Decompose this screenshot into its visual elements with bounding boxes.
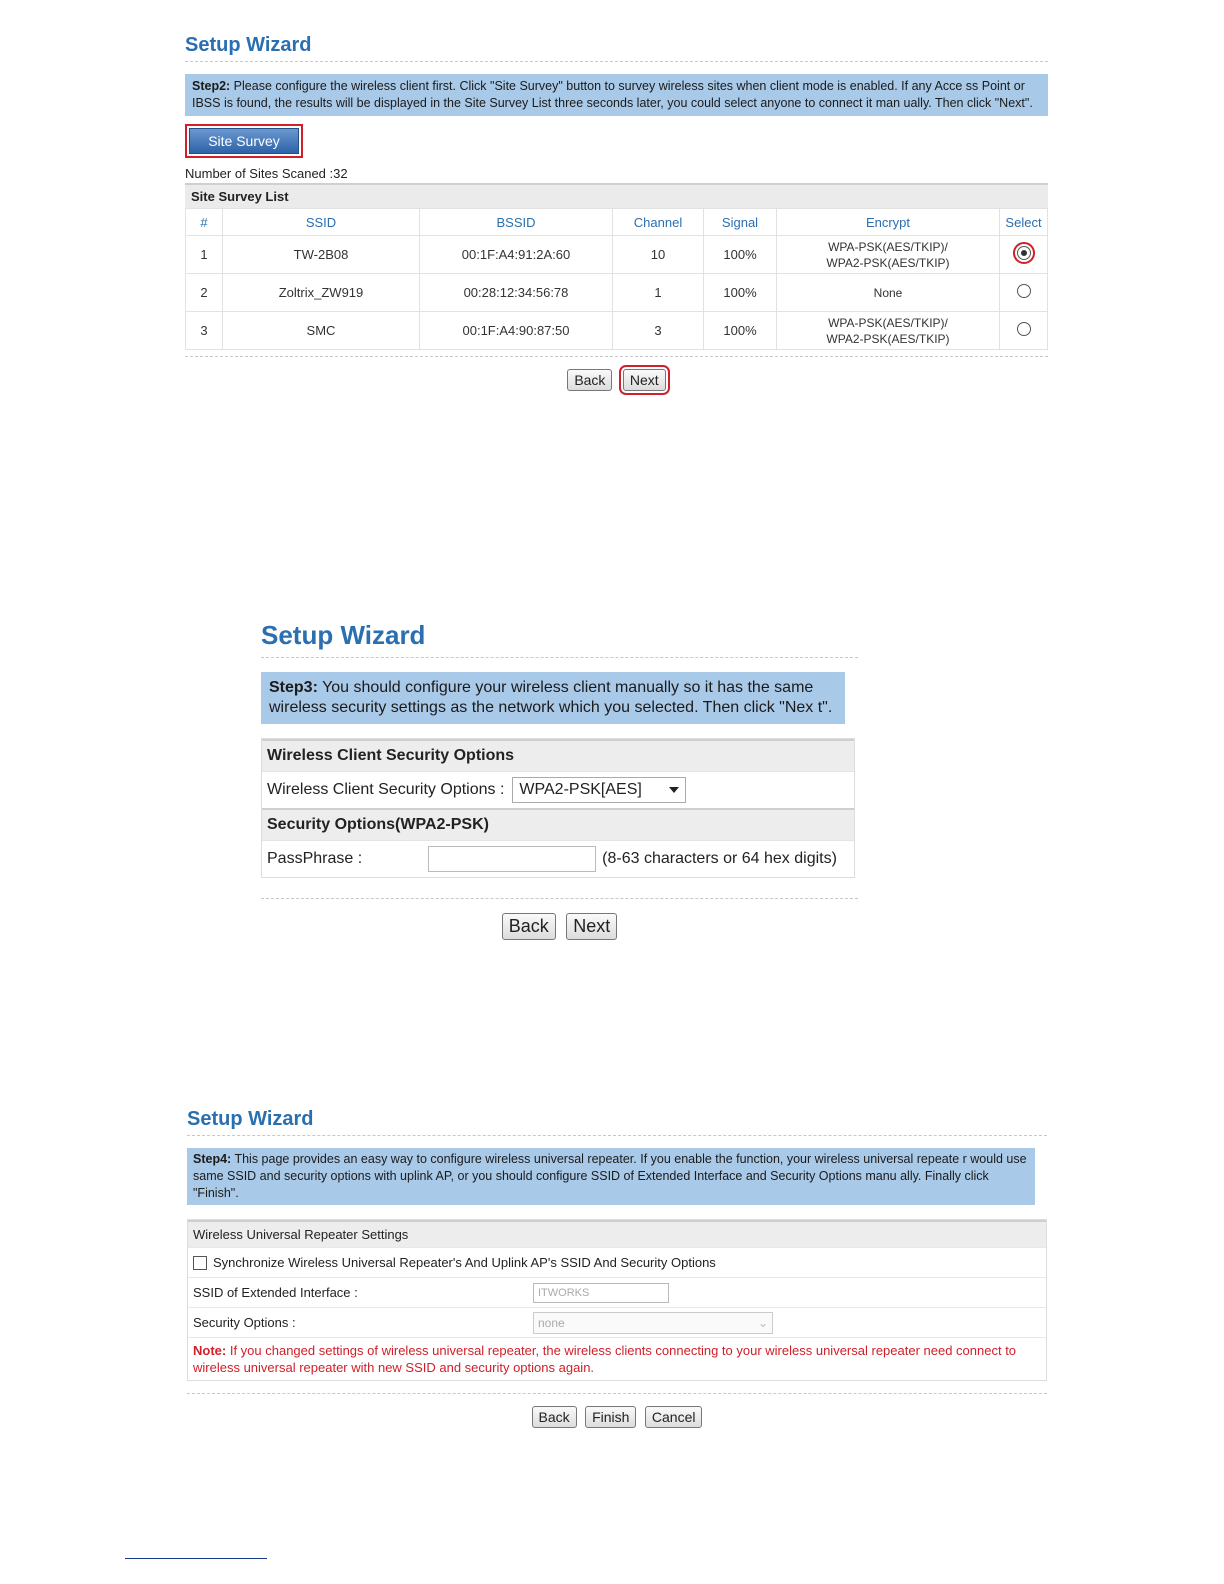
button-row [185,369,1048,391]
back-button[interactable]: Back [567,369,612,391]
row-ssid: TW-2B08 [223,236,420,274]
page-title: Setup Wizard [187,1108,1047,1136]
col-signal: Signal [704,209,777,236]
row-select [1000,236,1048,274]
back-button[interactable]: Back [532,1406,577,1428]
row-ssid: Zoltrix_ZW919 [223,274,420,312]
site-survey-list-title: Site Survey List [185,183,1048,208]
col-encrypt: Encrypt [777,209,1000,236]
encrypt-line: WPA2-PSK(AES/TKIP) [826,255,950,270]
note-label: Note: [193,1343,227,1358]
encrypt-line: None [873,285,903,300]
chevron-down-icon: ⌄ [757,1315,768,1330]
section-title: Wireless Universal Repeater Settings [188,1220,1046,1247]
page-title: Setup Wizard [185,34,1048,62]
dropdown-arrow-icon [669,787,679,793]
cancel-button[interactable]: Cancel [645,1406,703,1428]
footnote-rule [125,1558,267,1559]
col-ssid: SSID [223,209,420,236]
select-radio[interactable] [1017,322,1031,336]
row-channel: 3 [613,312,704,350]
row-signal: 100% [704,274,777,312]
security-select-value: WPA2-PSK[AES] [519,781,642,798]
row-bssid: 00:1F:A4:91:2A:60 [420,236,613,274]
note-body: If you changed settings of wireless universal repeater, the wireless clients connecting to your wireless universal repeater need connect to wireless universal repeater with new SSID and security options again. [193,1343,1017,1375]
finish-button[interactable]: Finish [585,1406,636,1428]
row-signal: 100% [704,236,777,274]
row-channel: 10 [613,236,704,274]
row-encrypt [777,274,1000,312]
col-number: # [186,209,223,236]
passphrase-hint: (8-63 characters or 64 hex digits) [602,850,837,867]
row-number: 1 [186,236,223,274]
select-radio[interactable] [1017,284,1031,298]
sync-row [188,1247,1046,1277]
next-button[interactable]: Next [566,913,617,940]
security-options-section [261,738,855,878]
site-survey-table [185,208,1048,350]
step-text: Please configure the wireless client first. Click "Site Survey" button to survey wireless sites when client mode is enabled. If any Acce ss Point or IBSS is found, the results will be displayed in the Site Survey List three seconds later, you could select anyone to connect it man ually. Then click "Next". [192,79,1033,110]
site-survey-button[interactable]: Site Survey [189,128,299,154]
row-encrypt [777,236,1000,274]
row-select [1000,274,1048,312]
passphrase-row [262,840,854,877]
step3-panel [261,620,858,940]
ssid-input[interactable]: ITWORKS [533,1283,669,1303]
page-title: Setup Wizard [261,620,858,658]
table-row [186,236,1048,274]
step4-instructions [187,1148,1035,1205]
row-number: 3 [186,312,223,350]
next-button[interactable]: Next [623,369,666,391]
sync-checkbox[interactable] [193,1256,207,1270]
col-select: Select [1000,209,1048,236]
col-channel: Channel [613,209,704,236]
security-label: Security Options : [193,1315,296,1330]
back-button[interactable]: Back [502,913,556,940]
security-row [188,1307,1046,1337]
row-ssid: SMC [223,312,420,350]
sync-label: Synchronize Wireless Universal Repeater's And Uplink AP's SSID And Security Options [213,1255,716,1270]
encrypt-line: WPA-PSK(AES/TKIP)/ [828,239,948,254]
step-label: Step3: [269,679,318,696]
table-row [186,312,1048,350]
col-bssid: BSSID [420,209,613,236]
button-row [187,1406,1047,1428]
button-row [261,913,858,940]
row-signal: 100% [704,312,777,350]
step-label: Step2: [192,79,231,93]
encrypt-line: WPA-PSK(AES/TKIP)/ [828,315,948,330]
section-title: Security Options(WPA2-PSK) [262,808,854,840]
sites-scanned-count: Number of Sites Scaned :32 [185,166,348,181]
divider [261,898,858,899]
row-bssid: 00:1F:A4:90:87:50 [420,312,613,350]
row-number: 2 [186,274,223,312]
encrypt-line: WPA2-PSK(AES/TKIP) [826,331,950,346]
security-label: Wireless Client Security Options : [267,781,505,798]
divider [187,1393,1047,1394]
security-select[interactable] [512,777,686,803]
step-text: You should configure your wireless client manually so it has the same wireless security settings as the network which you selected. Then click "Nex t". [269,679,833,716]
row-encrypt [777,312,1000,350]
row-select [1000,312,1048,350]
step2-instructions [185,74,1048,116]
divider [185,356,1048,357]
step3-instructions [261,672,845,724]
passphrase-label: PassPhrase : [267,850,363,867]
security-select[interactable] [533,1312,773,1334]
step-text: This page provides an easy way to configure wireless universal repeater. If you enable the function, your wireless universal repeate r would use same SSID and security options with uplink AP, or you should configure SSID of Extended Interface and Security Options manu ally. Finally click "Finish". [193,1152,1027,1200]
section-title: Wireless Client Security Options [262,739,854,771]
repeater-settings-section [187,1219,1047,1381]
row-bssid: 00:28:12:34:56:78 [420,274,613,312]
security-row [262,771,854,808]
step-label: Step4: [193,1152,232,1166]
table-row [186,274,1048,312]
note-text [188,1337,1046,1380]
step2-panel [185,34,1048,391]
ssid-label: SSID of Extended Interface : [193,1285,358,1300]
step4-panel [187,1108,1047,1428]
passphrase-input[interactable] [428,846,596,872]
select-radio[interactable] [1017,246,1031,260]
row-channel: 1 [613,274,704,312]
ssid-row [188,1277,1046,1307]
security-select-value: none [538,1315,565,1330]
